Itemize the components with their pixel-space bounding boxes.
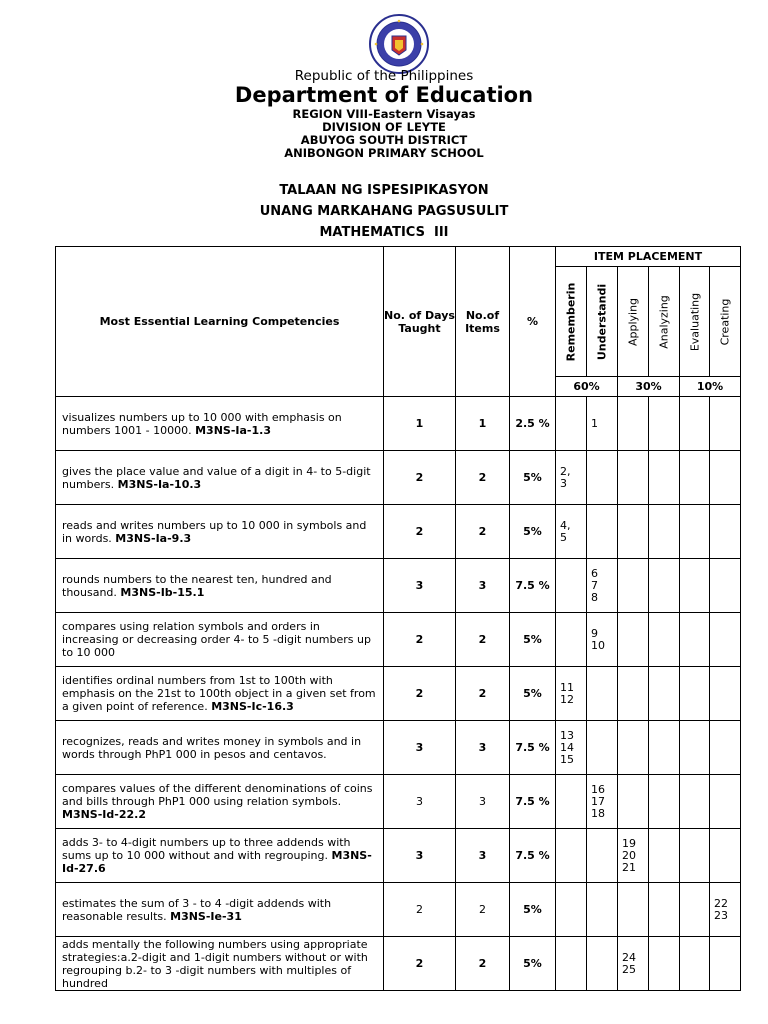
item-cell-analyzing: [649, 829, 680, 883]
items-count-cell: 2: [456, 937, 510, 991]
competency-text: identifies ordinal numbers from 1st to 100th with emphasis on the 21st to 100th object in a given set from a given point of reference.: [62, 674, 376, 713]
days-taught-cell: 2: [384, 505, 456, 559]
items-count-cell: 3: [456, 829, 510, 883]
item-cell-creating: [710, 451, 741, 505]
item-cell-understanding: [587, 505, 618, 559]
table-row: [56, 451, 741, 505]
item-cell-evaluating: [680, 883, 710, 937]
header-level-applying: Applying: [618, 267, 649, 377]
table-row: [56, 883, 741, 937]
item-numbers: 9 10: [591, 626, 605, 652]
district-line: ABUYOG SOUTH DISTRICT: [300, 133, 468, 147]
item-cell-evaluating: [680, 667, 710, 721]
competency-text: adds mentally the following numbers using appropriate strategies:a.2-digit and 1-digit numbers without or with regrouping b.2- to 3 -digit numbers with multiples of hundred: [62, 937, 368, 990]
competency-text: rounds numbers to the nearest ten, hundred and thousand.: [62, 572, 332, 599]
days-taught-cell: 2: [384, 451, 456, 505]
item-numbers: 16 17 18: [591, 782, 605, 820]
days-taught-cell: 2: [384, 613, 456, 667]
items-count-cell: 3: [456, 559, 510, 613]
item-cell-remembering: [556, 829, 587, 883]
percent-cell: 7.5 %: [510, 559, 556, 613]
item-cell-understanding: [587, 397, 618, 451]
item-cell-remembering: [556, 451, 587, 505]
competency-text: visualizes numbers up to 10 000 with emphasis on numbers 1001 - 10000.: [62, 410, 342, 437]
table-row: [56, 667, 741, 721]
competency-code: M3NS-Ic-16.3: [211, 700, 294, 713]
item-cell-applying: [618, 613, 649, 667]
competency-code: M3NS-Ia-9.3: [115, 531, 192, 545]
item-cell-analyzing: [649, 883, 680, 937]
item-cell-analyzing: [649, 721, 680, 775]
competency-text: adds 3- to 4-digit numbers up to three addends with sums up to 10 000 without and with regrouping.: [62, 836, 351, 862]
table-row: [56, 559, 741, 613]
header-percent: %: [510, 247, 556, 397]
item-cell-analyzing: [649, 505, 680, 559]
header-group-pct-low: 60%: [556, 377, 618, 397]
table-row: [56, 721, 741, 775]
header-no-of-items: No.of Items: [456, 247, 510, 397]
item-cell-remembering: [556, 937, 587, 991]
days-taught-cell: 2: [384, 883, 456, 937]
subject-title: MATHEMATICS III: [319, 225, 449, 240]
item-cell-creating: [710, 397, 741, 451]
item-cell-applying: [618, 667, 649, 721]
competency-cell: [56, 505, 384, 559]
republic-line: Republic of the Philippines: [294, 68, 474, 84]
days-taught-cell: 3: [384, 775, 456, 829]
item-cell-evaluating: [680, 775, 710, 829]
item-cell-evaluating: [680, 721, 710, 775]
items-count-cell: 1: [456, 397, 510, 451]
region-line: REGION VIII-Eastern Visayas: [292, 107, 476, 121]
percent-cell: 7.5 %: [510, 721, 556, 775]
item-cell-evaluating: [680, 829, 710, 883]
competency-cell: [56, 451, 384, 505]
item-cell-applying: [618, 505, 649, 559]
item-cell-evaluating: [680, 397, 710, 451]
item-cell-creating: [710, 883, 741, 937]
items-count-cell: 3: [456, 775, 510, 829]
item-cell-remembering: [556, 775, 587, 829]
item-cell-evaluating: [680, 451, 710, 505]
percent-cell: 7.5 %: [510, 775, 556, 829]
percent-cell: 5%: [510, 451, 556, 505]
competency-text: recognizes, reads and writes money in symbols and in words through PhP1 000 in pesos and centavos.: [62, 734, 362, 761]
item-cell-creating: [710, 613, 741, 667]
table-row: [56, 397, 741, 451]
item-cell-analyzing: [649, 775, 680, 829]
days-taught-cell: 3: [384, 559, 456, 613]
table-row: [56, 505, 741, 559]
item-cell-understanding: [587, 667, 618, 721]
competency-cell: [56, 721, 384, 775]
item-cell-creating: [710, 505, 741, 559]
competency-cell: [56, 397, 384, 451]
item-cell-understanding: [587, 451, 618, 505]
competency-cell: [56, 829, 384, 883]
table-of-specification-title: TALAAN NG ISPESIPIKASYON: [279, 183, 489, 198]
header-level-understanding: Understandi: [587, 267, 618, 377]
item-cell-remembering: [556, 559, 587, 613]
item-cell-remembering: [556, 883, 587, 937]
deped-seal-logo: [362, 14, 436, 74]
item-numbers: 22 23: [714, 896, 728, 922]
competency-code: M3NS-Ia-1.3: [195, 423, 271, 437]
item-cell-creating: [710, 775, 741, 829]
item-cell-creating: [710, 559, 741, 613]
item-cell-analyzing: [649, 397, 680, 451]
item-cell-understanding: [587, 613, 618, 667]
days-taught-cell: 2: [384, 937, 456, 991]
item-cell-remembering: [556, 505, 587, 559]
item-cell-remembering: [556, 397, 587, 451]
division-line: DIVISION OF LEYTE: [322, 120, 446, 134]
competency-text: compares values of the different denominations of coins and bills through PhP1 000 using relation symbols.: [62, 782, 373, 808]
item-numbers: 1: [591, 416, 598, 430]
table-row: [56, 775, 741, 829]
item-numbers: 2, 3: [560, 464, 571, 490]
item-cell-applying: [618, 451, 649, 505]
percent-cell: 5%: [510, 937, 556, 991]
item-cell-analyzing: [649, 667, 680, 721]
competency-code: M3NS-Id-27.6: [62, 849, 372, 875]
item-cell-understanding: [587, 829, 618, 883]
percent-cell: 5%: [510, 883, 556, 937]
item-cell-understanding: [587, 883, 618, 937]
item-cell-remembering: [556, 667, 587, 721]
competency-code: M3NS-Ia-10.3: [117, 477, 202, 491]
item-numbers: 6 7 8: [591, 566, 598, 604]
percent-cell: 7.5 %: [510, 829, 556, 883]
item-cell-analyzing: [649, 613, 680, 667]
competency-text: estimates the sum of 3 - to 4 -digit addends with reasonable results.: [62, 896, 332, 923]
items-count-cell: 2: [456, 451, 510, 505]
item-cell-applying: [618, 937, 649, 991]
competency-code: M3NS-Ie-31: [170, 909, 242, 923]
days-taught-cell: 1: [384, 397, 456, 451]
competency-text: reads and writes numbers up to 10 000 in symbols and in words.: [62, 518, 367, 545]
exam-title: UNANG MARKAHANG PAGSUSULIT: [259, 204, 509, 219]
item-cell-analyzing: [649, 937, 680, 991]
header-competency: Most Essential Learning Competencies: [56, 247, 384, 397]
item-cell-applying: [618, 883, 649, 937]
item-cell-understanding: [587, 721, 618, 775]
item-cell-applying: [618, 775, 649, 829]
item-cell-applying: [618, 829, 649, 883]
days-taught-cell: 3: [384, 721, 456, 775]
competency-cell: [56, 937, 384, 991]
competency-code: M3NS-Id-22.2: [62, 808, 146, 821]
table-row: [56, 937, 741, 991]
header-level-remembering: Rememberin: [556, 267, 587, 377]
item-cell-understanding: [587, 559, 618, 613]
percent-cell: 5%: [510, 613, 556, 667]
percent-cell: 5%: [510, 505, 556, 559]
items-count-cell: 2: [456, 883, 510, 937]
item-cell-remembering: [556, 613, 587, 667]
competency-cell: [56, 613, 384, 667]
item-cell-creating: [710, 937, 741, 991]
days-taught-cell: 2: [384, 667, 456, 721]
header-days-taught: No. of Days Taught: [384, 247, 456, 397]
header-level-evaluating: Evaluating: [680, 267, 710, 377]
competency-text: compares using relation symbols and orders in increasing or decreasing order 4- to 5 -digit numbers up to 10 000: [62, 620, 371, 659]
item-cell-evaluating: [680, 505, 710, 559]
item-numbers: 13 14 15: [560, 728, 574, 766]
department-title: Department of Education: [234, 83, 534, 107]
item-cell-remembering: [556, 721, 587, 775]
school-line: ANIBONGON PRIMARY SCHOOL: [284, 146, 484, 160]
items-count-cell: 3: [456, 721, 510, 775]
days-taught-cell: 3: [384, 829, 456, 883]
header-item-placement: ITEM PLACEMENT: [556, 247, 741, 267]
item-cell-creating: [710, 667, 741, 721]
table-row: [56, 829, 741, 883]
item-numbers: 19 20 21: [622, 836, 636, 874]
competency-cell: [56, 559, 384, 613]
header-group-pct-high: 10%: [680, 377, 741, 397]
header-group-pct-mid: 30%: [618, 377, 680, 397]
item-numbers: 11 12: [560, 680, 574, 706]
competency-code: M3NS-Ib-15.1: [120, 585, 205, 599]
item-cell-applying: [618, 559, 649, 613]
competency-cell: [56, 667, 384, 721]
specification-table: [55, 246, 741, 991]
percent-cell: 2.5 %: [510, 397, 556, 451]
competency-cell: [56, 883, 384, 937]
header-level-creating: Creating: [710, 267, 741, 377]
item-cell-applying: [618, 397, 649, 451]
item-cell-understanding: [587, 937, 618, 991]
items-count-cell: 2: [456, 505, 510, 559]
header-level-analyzing: Analyzing: [649, 267, 680, 377]
competency-cell: [56, 775, 384, 829]
item-cell-evaluating: [680, 937, 710, 991]
item-numbers: 24 25: [622, 950, 636, 976]
table-row: [56, 613, 741, 667]
item-cell-analyzing: [649, 559, 680, 613]
item-cell-understanding: [587, 775, 618, 829]
item-cell-analyzing: [649, 451, 680, 505]
items-count-cell: 2: [456, 667, 510, 721]
items-count-cell: 2: [456, 613, 510, 667]
percent-cell: 5%: [510, 667, 556, 721]
competency-text: gives the place value and value of a digit in 4- to 5-digit numbers.: [62, 464, 371, 491]
item-cell-creating: [710, 721, 741, 775]
item-cell-applying: [618, 721, 649, 775]
item-numbers: 4, 5: [560, 518, 571, 544]
item-cell-evaluating: [680, 613, 710, 667]
item-cell-creating: [710, 829, 741, 883]
item-cell-evaluating: [680, 559, 710, 613]
